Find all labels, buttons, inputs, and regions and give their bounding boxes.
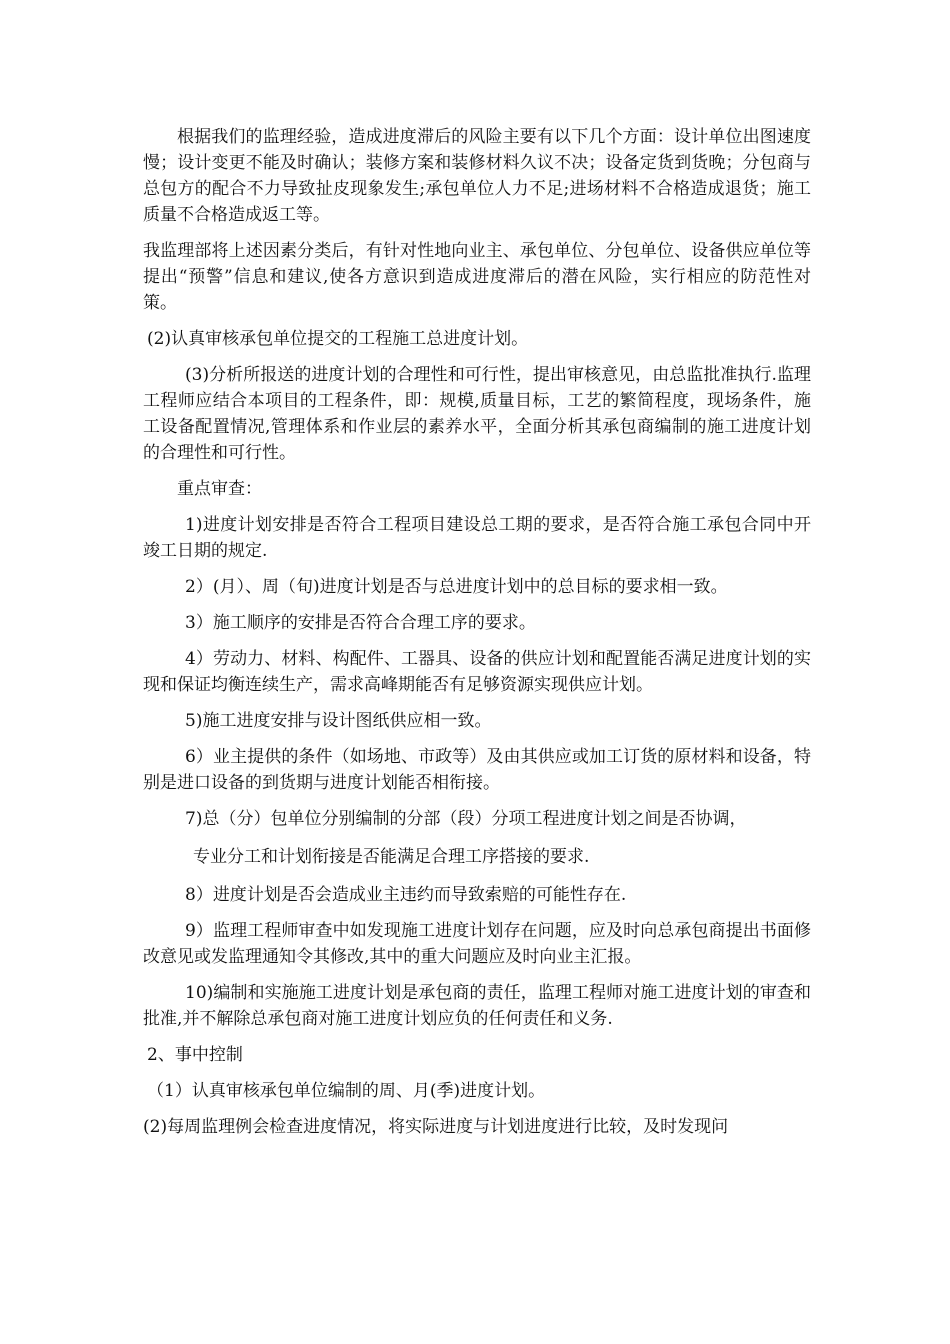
paragraph-review-weekly-monthly: （1）认真审核承包单位编制的周、月(季)进度计划。 (147, 1081, 546, 1101)
paragraph-review-master-schedule: (2)认真审核承包单位提交的工程施工总进度计划。 (147, 329, 529, 349)
heading-key-review: 重点审查： (177, 479, 262, 499)
paragraph-weekly-meeting: (2)每周监理例会检查进度情况，将实际进度与计划进度进行比较，及时发现问 (143, 1117, 729, 1137)
section-heading-in-process-control: 2、事中控制 (147, 1045, 243, 1065)
paragraph-warning-measures: 我监理部将上述因素分类后，有针对性地向业主、承包单位、分包单位、设备供应单位等提出“预警”信息和建议,使各方意识到造成进度滞后的潜在风险，实行相应的防范性对策。 (143, 241, 811, 313)
list-item-8: 8）进度计划是否会造成业主违约而导致索赔的可能性存在. (185, 885, 627, 905)
list-item-3: 3）施工顺序的安排是否符合合理工序的要求。 (185, 613, 536, 633)
paragraph-risk-factors: 根据我们的监理经验，造成进度滞后的风险主要有以下几个方面：设计单位出图速度慢；设计变更不能及时确认；装修方案和装修材料久议不决；设备定货到货晚；分包商与总包方的配合不力导致扯皮现象发生;承包单位人力不足;进场材料不合格造成退货；施工质量不合格造成返工等。 (143, 127, 811, 225)
paragraph-analyze-schedule: (3)分析所报送的进度计划的合理性和可行性，提出审核意见，由总监批准执行.监理工程师应结合本项目的工程条件，即：规模,质量目标，工艺的繁简程度，现场条件，施工设备配置情况,管理体系和作业层的素养水平，全面分析其承包商编制的施工进度计划的合理性和可行性。 (143, 365, 811, 463)
list-item-5: 5)施工进度安排与设计图纸供应相一致。 (185, 711, 492, 731)
list-item-9: 9）监理工程师审查中如发现施工进度计划存在问题，应及时向总承包商提出书面修改意见或发监理通知令其修改,其中的重大问题应及时向业主汇报。 (143, 921, 811, 967)
list-item-6: 6）业主提供的条件（如场地、市政等）及由其供应或加工订货的原材料和设备，特别是进口设备的到货期与进度计划能否相衔接。 (143, 747, 811, 793)
list-item-4: 4）劳动力、材料、构配件、工器具、设备的供应计划和配置能否满足进度计划的实现和保证均衡连续生产，需求高峰期能否有足够资源实现供应计划。 (143, 649, 811, 695)
list-item-2: 2）(月）、周（旬)进度计划是否与总进度计划中的总目标的要求相一致。 (185, 577, 728, 597)
list-item-7-continued: 专业分工和计划衔接是否能满足合理工序搭接的要求. (193, 847, 590, 867)
document-body (143, 124, 811, 1150)
list-item-1: 1)进度计划安排是否符合工程项目建设总工期的要求，是否符合施工承包合同中开竣工日期的规定. (143, 515, 811, 561)
list-item-7: 7)总（分）包单位分别编制的分部（段）分项工程进度计划之间是否协调， (185, 809, 747, 829)
list-item-10: 10)编制和实施施工进度计划是承包商的责任，监理工程师对施工进度计划的审查和批准,并不解除总承包商对施工进度计划应负的任何责任和义务. (143, 983, 811, 1029)
